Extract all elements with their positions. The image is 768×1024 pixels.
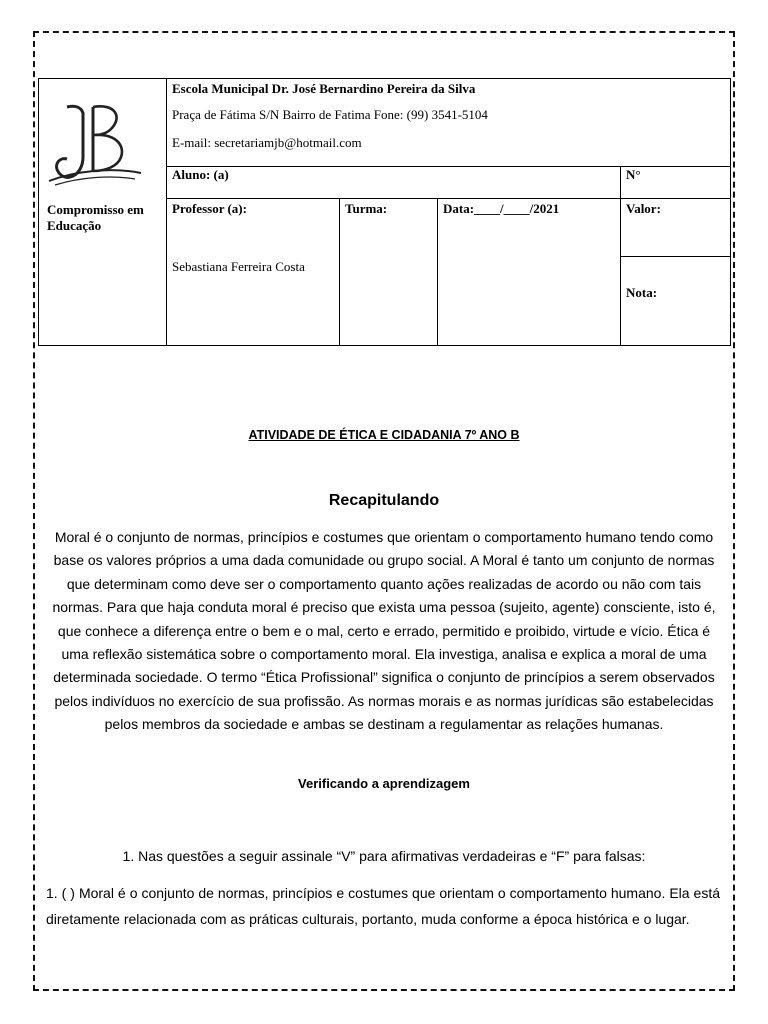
teacher-name: Sebastiana Ferreira Costa xyxy=(172,259,305,274)
student-label: Aluno: (a) xyxy=(172,167,229,182)
teacher-label: Professor (a): xyxy=(172,201,247,216)
section-title: Recapitulando xyxy=(328,492,440,509)
date-label: Data:____/____/2021 xyxy=(443,201,560,216)
question-instruction: 1. Nas questões a seguir assinale “V” para afirmativas verdadeiras e “F” para falsas: xyxy=(122,848,646,864)
school-motto: Compromisso em Educação xyxy=(47,202,144,233)
number-label: N° xyxy=(626,167,641,182)
activity-title: ATIVIDADE DE ÉTICA E CIDADANIA 7º ANO B xyxy=(248,428,520,442)
school-email: E-mail: secretariamjb@hotmail.com xyxy=(172,135,362,150)
school-name: Escola Municipal Dr. José Bernardino Pereira da Silva xyxy=(172,81,476,96)
school-address: Praça de Fátima S/N Bairro de Fatima Fone: (99) 3541-5104 xyxy=(172,107,488,122)
class-label: Turma: xyxy=(345,201,388,216)
verify-title: Verificando a aprendizagem xyxy=(298,776,470,791)
logo-cell xyxy=(39,79,167,346)
school-logo-icon xyxy=(45,99,145,189)
question-1: 1. ( ) Moral é o conjunto de normas, princípios e costumes que orientam o comportamento humano. Ela está diretamente relacionada com as práticas culturais, portanto, muda conforme a época histórica e o lugar. xyxy=(46,885,720,927)
school-header-table xyxy=(38,78,731,346)
recap-paragraph: Moral é o conjunto de normas, princípios e costumes que orientam o comportamento humano tendo como base os valores próprios a uma dada comunidade ou grupo social. A Moral é tanto um conjunto de normas que determinam como deve ser o comportamento quanto ações realizadas de acordo ou não com tais normas. Para que haja conduta moral é preciso que exista uma pessoa (sujeito, agente) consciente, isto é, que conhece a diferença entre o bem e o mal, certo e errado, permitido e proibido, virtude e vício. Ética é uma reflexão sistemática sobre o comportamento moral. Ela investiga, analisa e explica a moral de uma determinada sociedade. O termo “Ética Profissional” significa o conjunto de princípios a serem observados pelos indivíduos no exercício de sua profissão. As normas morais e as normas jurídicas são estabelecidas pelos membros da sociedade e ambas se destinam a regulamentar as relações humanas. xyxy=(52,529,716,733)
grade-label: Nota: xyxy=(626,285,658,300)
value-label: Valor: xyxy=(626,201,661,216)
